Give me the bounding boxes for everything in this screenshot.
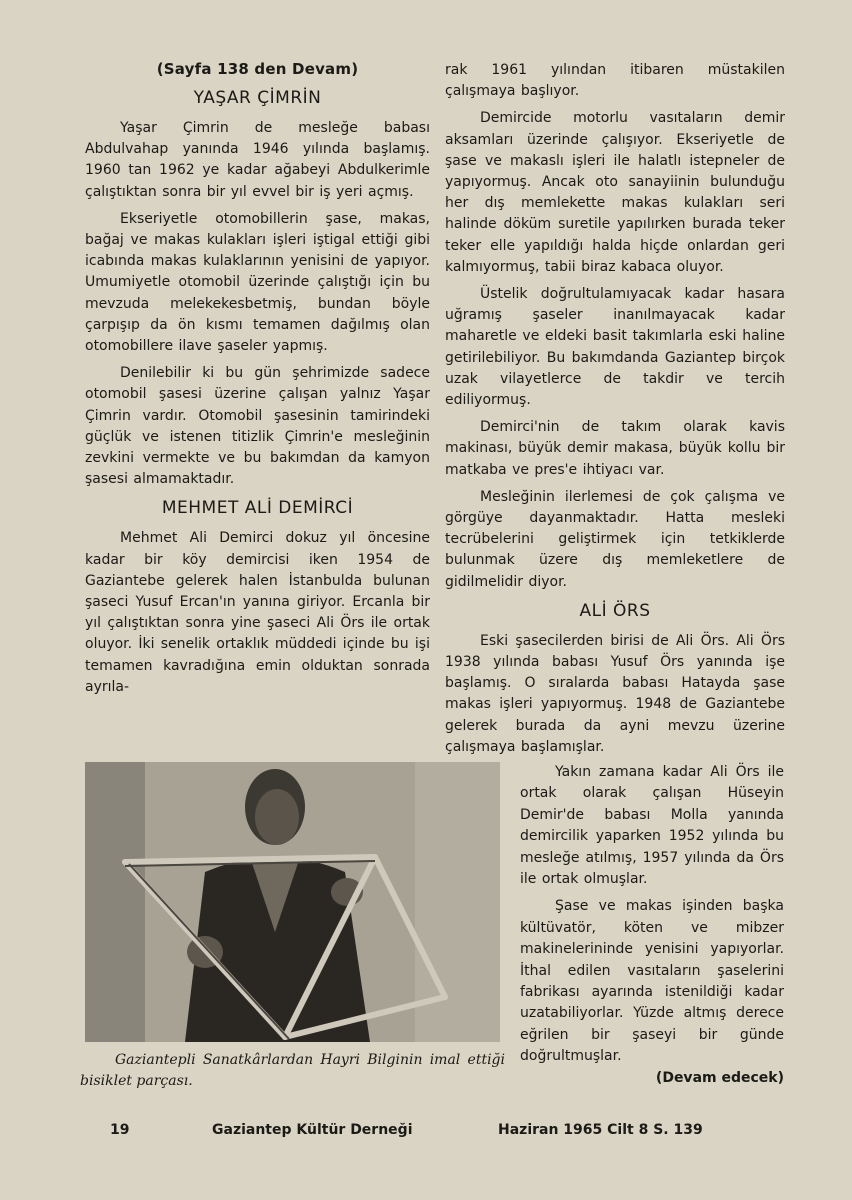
paragraph: Demircide motorlu vasıtaların demir aksamları üzerinde çalışıyor. Ekseriyetle de şase ve makaslı işleri ile halatlı istepneler de yapıyormuş. Ancak oto sanayiinin bulunduğu her dış memlekette makas kulakları seri halinde döküm suretile yapılırken burada teker teker elle yapıldığı halda hiçde onlardan geri kalmıyormuş, tabii biraz kabaca oluyor. [445, 110, 785, 275]
photo-illustration [85, 762, 500, 1042]
paragraph: Şase ve makas işinden başka kültüvatör, köten ve mibzer makinelerininde yenisini yapıyorlar. İthal edilen vasıtaların şaselerini fabrikası ayarında istenildiği kadar uzatabiliyorlar. Yüzde altmış derece eğrilen bir şaseyi bir günde doğrultmuşlar. [520, 898, 784, 1065]
section-heading-mehmet: MEHMET ALİ DEMİRCİ [161, 498, 354, 519]
page-number: 19 [110, 1122, 130, 1138]
paragraph: Eski şasecilerden birisi de Ali Örs. Ali Örs 1938 yılında babası Yusuf Örs yanında işe başlamış. O sıralarda babası Hatayda şase makas işleri yapıyormuş. 1948 de Gaziantebe gelerek burada da ayni mevzu üzerine çalışmaya başlamışlar. [445, 632, 785, 755]
section-heading-ali: ALİ ÖRS [579, 600, 651, 621]
photo-craftsman-bicycle-frame [85, 762, 500, 1042]
paragraph: Mesleğinin ilerlemesi de çok çalışma ve görgüye dayanmaktadır. Hatta mesleki tecrübelerini geliştirmek için tetkiklerde bulunmak üzere dış memleketlere de gidilmelidir diyor. [445, 488, 785, 590]
right-column [445, 60, 785, 764]
left-column [85, 60, 430, 704]
right-lower-column [520, 762, 784, 1074]
publisher-name: Gaziantep Kültür Derneği [212, 1122, 413, 1138]
page-footer [0, 1122, 852, 1144]
photo-caption: Gaziantepli Sanatkârlardan Hayri Bilginin imal ettiği bisiklet parçası. [80, 1052, 505, 1089]
section-heading-yasar: YAŞAR ÇİMRİN [193, 88, 322, 108]
paragraph: Ekseriyetle otomobillerin şase, makas, bağaj ve makas kulakları işleri iştigal ettiği gibi icabında makas kulaklarının yenisini de yapıyor. Umumiyetle otomobil üzerinde çalıştığı için bu mevzuda melekekesbetmiş, bundan böyle çarpışıp da ön kısmı temamen dağılmış olan otomobillere ilave şaseler yapmış. [85, 210, 430, 355]
paragraph: Üstelik doğrultulamıyacak kadar hasara uğramış şaseler inanılmayacak kadar maharetle ve eldeki basit takımlarla eski haline getirilebiliyor. Bu bakımdanda Gaziantep birçok uzak vilayetlerce de takdir ve tercih ediliyormuş. [445, 286, 785, 409]
paragraph-continuation: rak 1961 yılından itibaren müstakilen çalışmaya başlıyor. [445, 62, 785, 100]
paragraph: Demirci'nin de takım olarak kavis makinası, büyük demir makasa, büyük kollu bir matkaba ve pres'e ihtiyacı var. [445, 419, 785, 478]
paragraph: Mehmet Ali Demirci dokuz yıl öncesine kadar bir köy demircisi iken 1954 de Gaziantebe gelerek halen İstanbulda bulunan şaseci Yusuf Ercan'ın yanına giriyor. Ercanla bir yıl çalıştıktan sonra yine şaseci Ali Örs ile ortak oluyor. İki senelik ortaklık müddedi içinde bu işi temamen kavradığına emin olduktan sonrada ayrıla- [85, 530, 430, 695]
paragraph: Yakın zamana kadar Ali Örs ile ortak olarak çalışan Hüseyin Demir'de babası Molla yanında demircilik yaparken 1952 yılında bu mesleğe atılmış, 1957 yılında da Örs ile ortak olmuşlar. [520, 764, 784, 888]
issue-info: Haziran 1965 Cilt 8 S. 139 [498, 1122, 703, 1138]
to-be-continued-note: (Devam edecek) [655, 1070, 784, 1086]
paragraph: Yaşar Çimrin de mesleğe babası Abdulvahap yanında 1946 yılında başlamış. 1960 tan 1962 ye kadar ağabeyi Abdulkerimle çalıştıktan sonra bir yıl evvel bir iş yeri açmış. [85, 120, 430, 200]
continued-note: (Sayfa 138 den Devam) [156, 60, 359, 78]
paragraph: Denilebilir ki bu gün şehrimizde sadece otomobil şasesi üzerine çalışan yalnız Yaşar Çimrin vardır. Otomobil şasesinin tamirindeki güçlük ve istenen titizlik Çimrin'e mesleğinin zevkini vermekte ve bu bakımdan da kamyon şasesi almamaktadır. [85, 365, 430, 488]
